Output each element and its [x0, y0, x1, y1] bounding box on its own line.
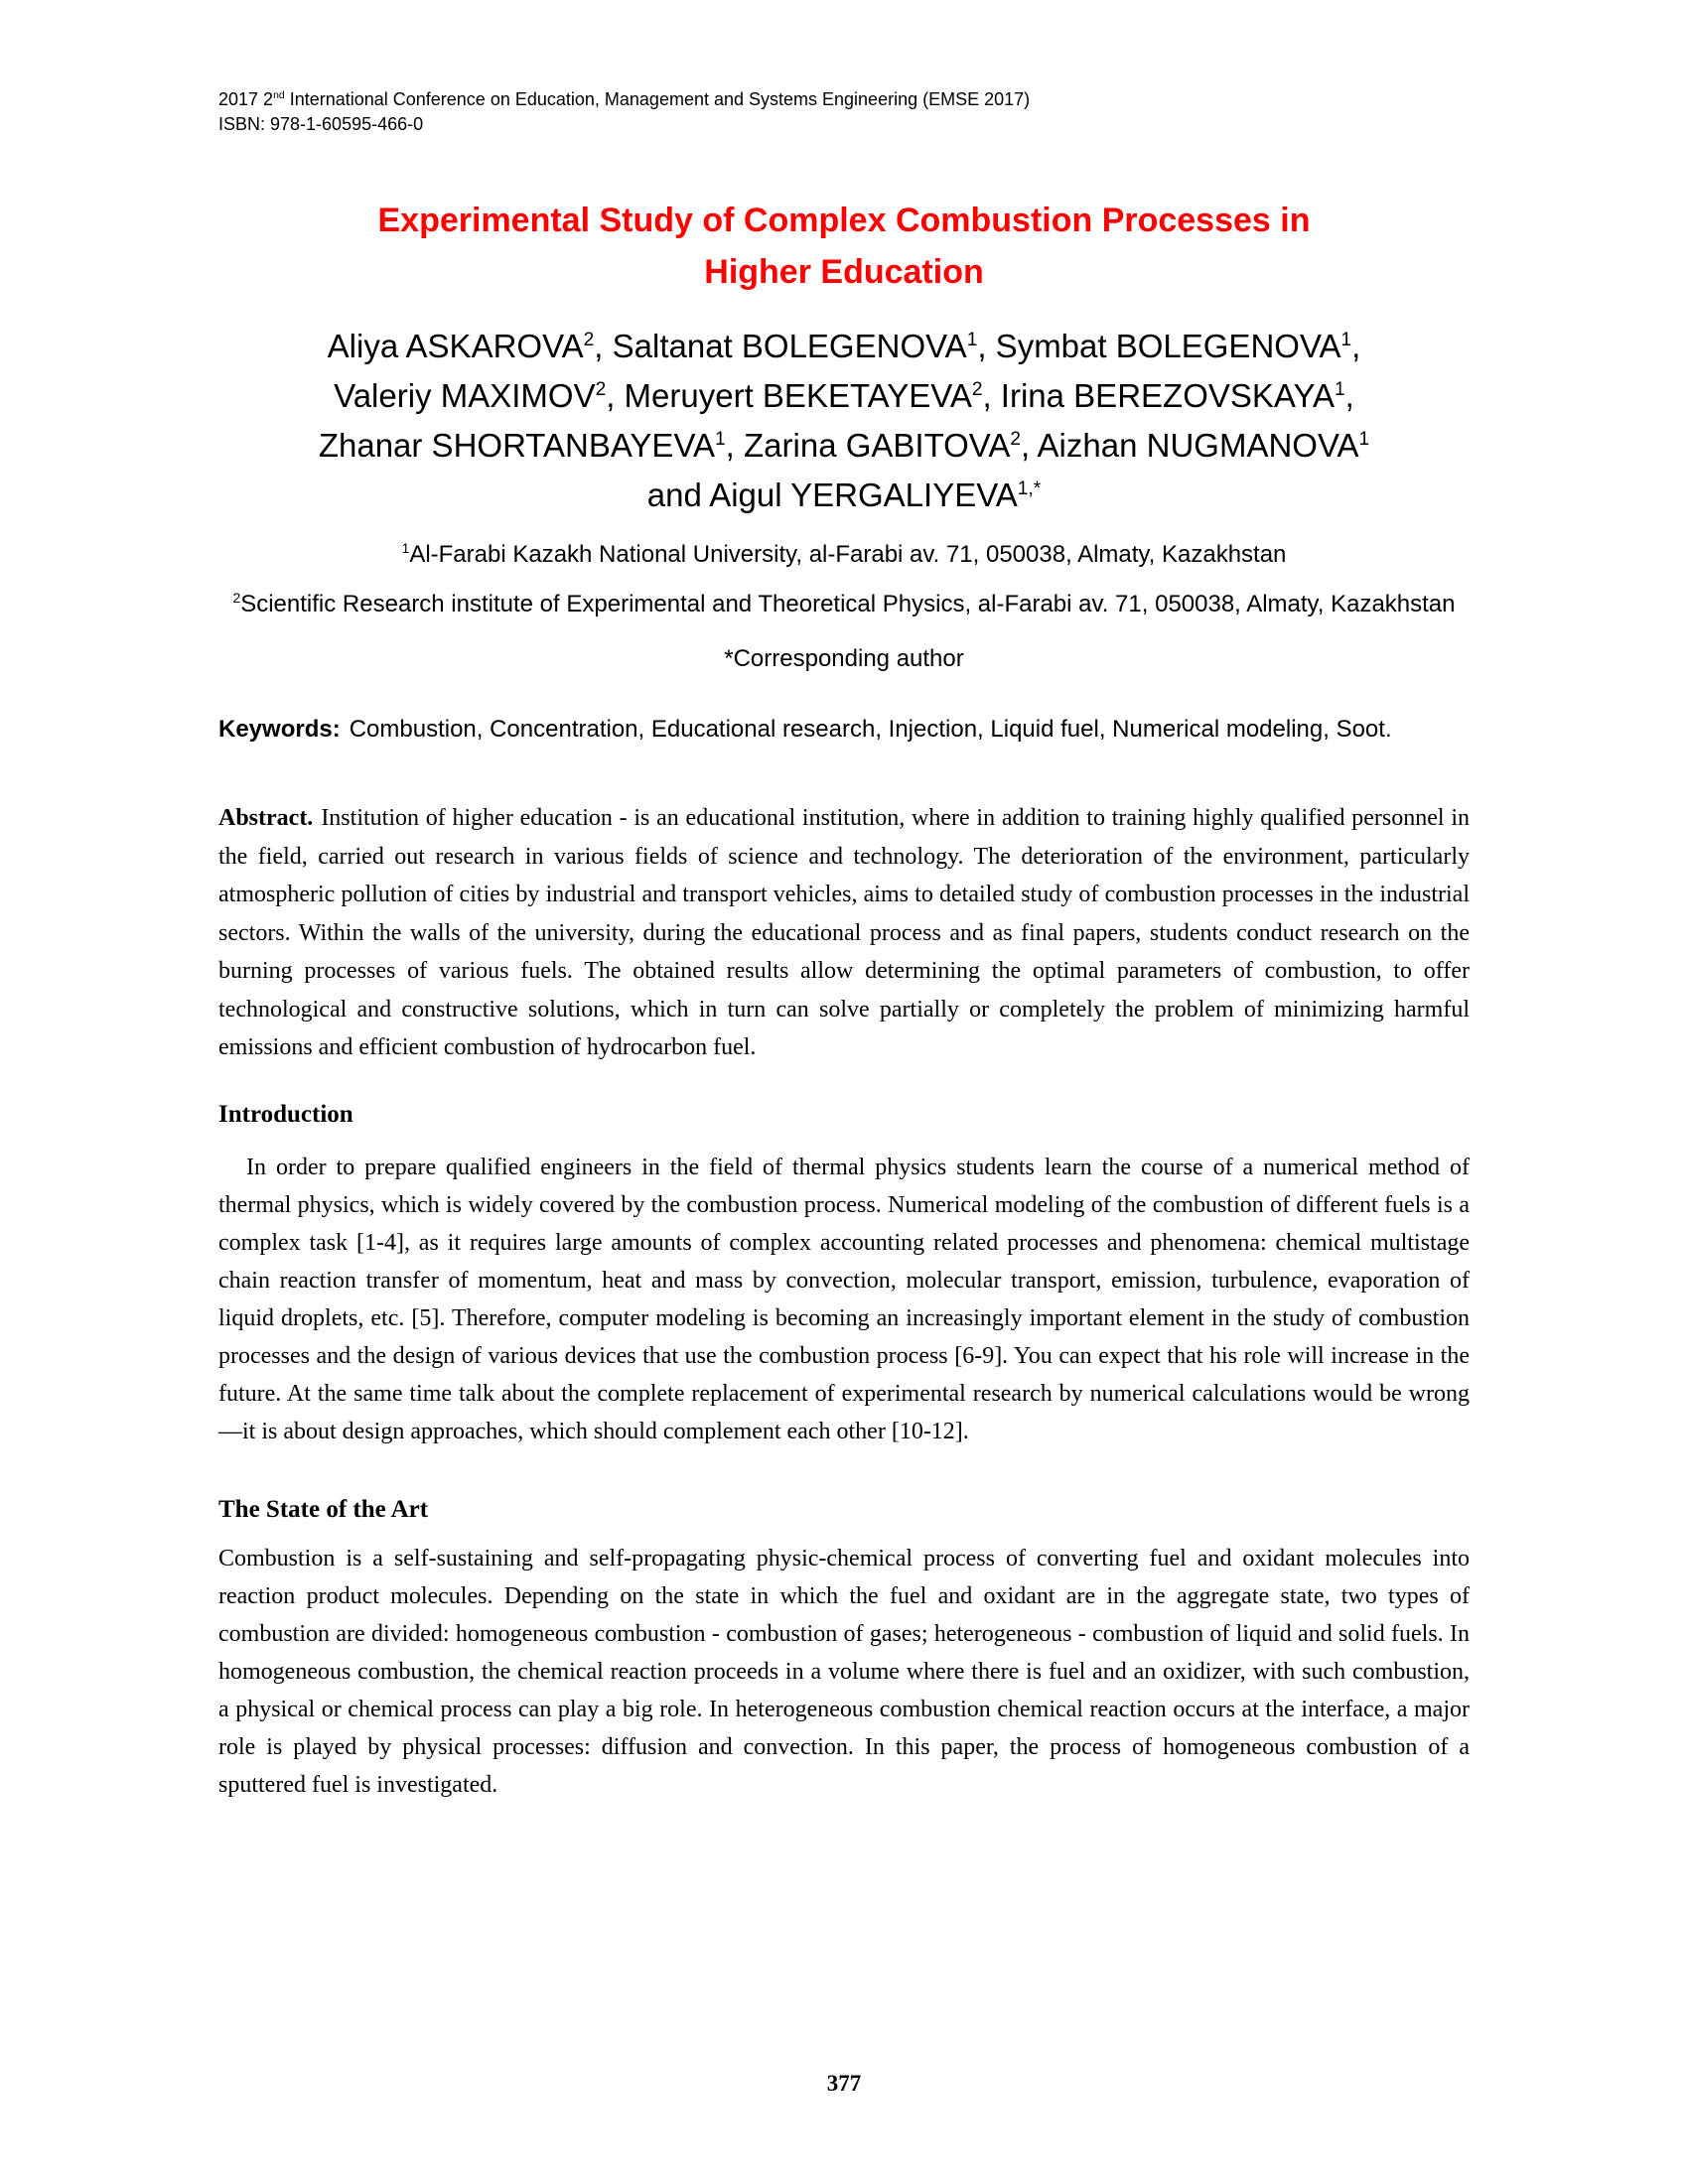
authors-line: Zhanar SHORTANBAYEVA$^1$, Zarina GABITOVA$^2$, Aizhan NUGMANOVA$^1$ — [318, 427, 1370, 464]
abstract-text: Institution of higher education - is an educational institution, where in addition to training highly qualified personnel in the field, carried out research in various fields of science and technology. The deterioration of the environment, particularly atmospheric pollution of cities by industrial and transport vehicles, aims to detailed study of combustion processes in the industrial sectors. Within the walls of the university, during the educational process and as final papers, students conduct research on the burning processes of various fuels. The obtained results allow determining the optimal parameters of combustion, to offer technological and constructive solutions, which in turn can solve partially or completely the problem of minimizing harmful emissions and efficient combustion of hydrocarbon fuel. — [218, 805, 1470, 1060]
keywords-label: Keywords: — [218, 716, 341, 743]
isbn-line: ISBN: 978-1-60595-466-0 — [218, 114, 424, 134]
section-heading-introduction: Introduction — [218, 1100, 353, 1128]
introduction-paragraph: In order to prepare qualified engineers in the field of thermal physics students learn the course of a numerical method of thermal physics, which is widely covered by the combustion process. Numerical modeling of the combustion of different fuels is a complex task [1-4], as it requires large amounts of complex accounting related processes and phenomena: chemical multistage chain reaction transfer of momentum, heat and mass by convection, molecular transport, emission, turbulence, evaporation of liquid droplets, etc. [5]. Therefore, computer modeling is becoming an increasingly important element in the study of combustion processes and the design of various devices that use the combustion process [6-9]. You can expect that his role will increase in the future. At the same time talk about the complete replacement of experimental research by numerical calculations would be wrong—it is about design approaches, which should complement each other [10-12]. — [218, 1154, 1470, 1444]
paper-title — [218, 195, 1470, 298]
conference-name: 2017 2nd International Conference on Education, Management and Systems Engineering (EMSE 2017) — [218, 89, 1031, 109]
state-of-the-art-paragraph: Combustion is a self-sustaining and self-propagating physic-chemical process of converting fuel and oxidant molecules into reaction product molecules. Depending on the state in which the fuel and oxidant are in the aggregate state, two types of combustion are divided: homogeneous combustion - combustion of gases; heterogeneous - combustion of liquid and solid fuels. In homogeneous combustion, the chemical reaction proceeds in a volume where there is fuel and an oxidizer, with such combustion, a physical or chemical process can play a big role. In heterogeneous combustion chemical reaction occurs at the interface, a major role is played by physical processes: diffusion and convection. In this paper, the process of homogeneous combustion of a sputtered fuel is investigated. — [218, 1545, 1470, 1798]
authors-line: Valeriy MAXIMOV$^2$, Meruyert BEKETAYEVA$^2$, Irina BEREZOVSKAYA$^1$, — [334, 377, 1354, 414]
corresponding-author-note: *Corresponding author — [724, 645, 964, 672]
authors-block — [218, 322, 1470, 520]
keywords-block — [218, 711, 1470, 748]
keywords-text: Combustion, Concentration, Educational research, Injection, Liquid fuel, Numerical modeling, Soot. — [349, 716, 1392, 743]
authors-line: and Aigul $YERGALIYEVA^{1,*}$ — [646, 477, 1042, 513]
paper-title-line1: Experimental Study of Complex Combustion Processes in — [377, 202, 1311, 239]
authors-line: Aliya ASKAROVA$^2$, Saltanat BOLEGENOVA$^1$, Symbat BOLEGENOVA$^1$, — [327, 328, 1361, 364]
page-number: 377 — [826, 2071, 862, 2096]
affiliation-1: $^1$Al-Farabi Kazakh National University, al-Farabi av. 71, 050038, Almaty, Kazakhstan — [401, 540, 1287, 568]
paper-title-line2: Higher Education — [704, 253, 984, 291]
abstract-label: Abstract. — [218, 805, 314, 831]
abstract-block — [218, 799, 1470, 1067]
conference-header — [218, 87, 1470, 137]
affiliation-2: $^2$Scientific Research institute of Experimental and Theoretical Physics, al-Farabi av. 71, 050038, Almaty, Kazakhstan — [232, 590, 1456, 617]
section-heading-state-of-the-art: The State of the Art — [218, 1495, 429, 1523]
